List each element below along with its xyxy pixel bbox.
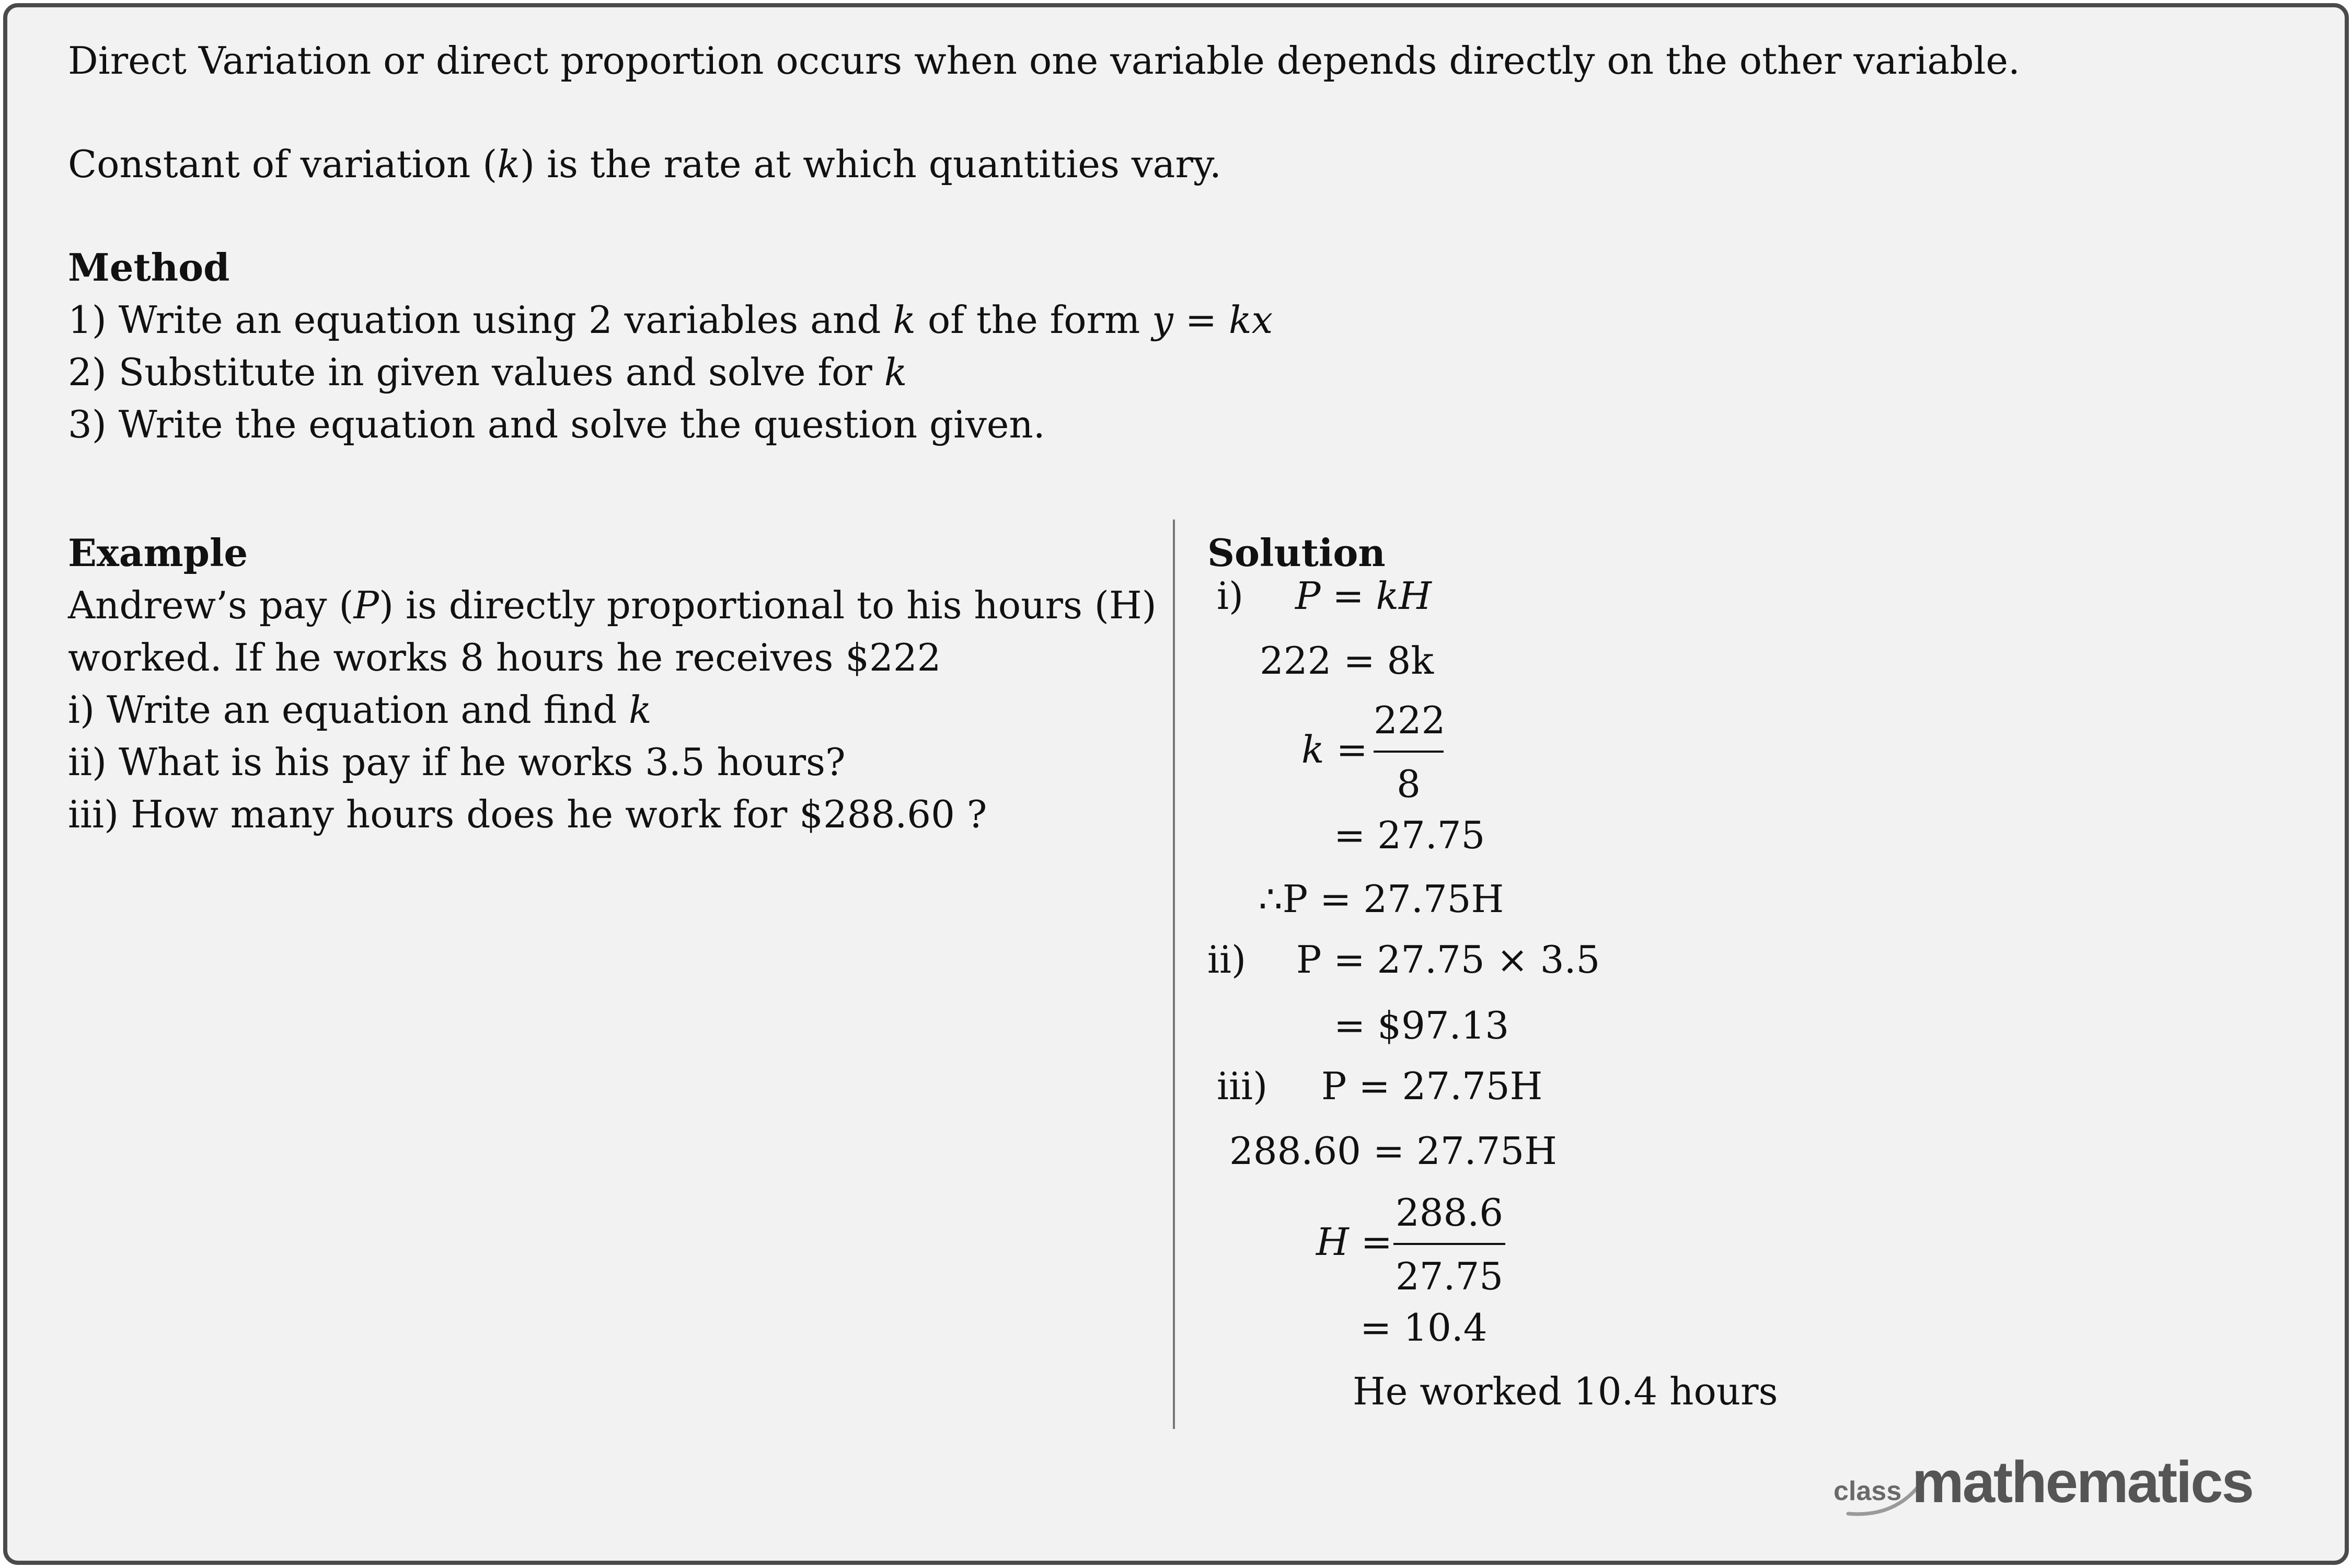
solution-heading: Solution bbox=[1207, 531, 1386, 575]
solution-k-fraction bbox=[1374, 698, 1446, 806]
method-heading: Method bbox=[68, 245, 230, 290]
solution-eq-p-equals-kh: P = kH bbox=[1295, 574, 1432, 618]
solution-k-value: = 27.75 bbox=[1334, 813, 1485, 857]
logo-class-text: class bbox=[1834, 1476, 1902, 1506]
example-question-1: i) Write an equation and find k bbox=[68, 688, 652, 732]
solution-h-denominator: 27.75 bbox=[1393, 1243, 1505, 1295]
example-question-3: iii) How many hours does he work for $288.60 ? bbox=[68, 792, 987, 836]
solution-pay-result: = $97.13 bbox=[1334, 1004, 1509, 1047]
example-line-1: Andrew’s pay (P) is directly proportional to his hours (H) bbox=[68, 583, 1157, 627]
solution-label-i: i) bbox=[1217, 574, 1244, 618]
logo-mathematics-text: mathematics bbox=[1912, 1455, 2253, 1515]
solution-label-ii: ii) bbox=[1207, 938, 1247, 982]
solution-label-iii: iii) bbox=[1217, 1064, 1268, 1108]
example-question-2: ii) What is his pay if he works 3.5 hours? bbox=[68, 740, 846, 784]
solution-k-numerator: 222 bbox=[1374, 698, 1446, 742]
method-step-3: 3) Write the equation and solve the question given. bbox=[68, 402, 1045, 446]
solution-k-denominator: 8 bbox=[1374, 751, 1444, 803]
solution-h-lhs: H = bbox=[1316, 1220, 1393, 1264]
solution-h-numerator: 288.6 bbox=[1395, 1191, 1504, 1235]
solution-therefore-equation: ∴P = 27.75H bbox=[1259, 877, 1504, 921]
solution-conclusion: He worked 10.4 hours bbox=[1353, 1369, 1778, 1413]
content-card bbox=[3, 3, 2349, 1565]
intro-definition: Direct Variation or direct proportion occurs when one variable depends directly on the other variable. bbox=[68, 39, 2020, 83]
classmathematics-logo bbox=[1834, 1455, 2288, 1518]
example-heading: Example bbox=[68, 531, 248, 575]
method-step-1: 1) Write an equation using 2 variables and k of the form y = kx bbox=[68, 298, 1273, 342]
solution-eq-p-27-75h: P = 27.75H bbox=[1321, 1064, 1543, 1108]
column-divider bbox=[1173, 520, 1175, 1429]
solution-k-lhs: k = bbox=[1301, 728, 1368, 771]
solution-h-fraction bbox=[1393, 1191, 1505, 1298]
solution-eq-222-equals-8k: 222 = 8k bbox=[1260, 639, 1434, 683]
solution-h-value: = 10.4 bbox=[1360, 1306, 1488, 1350]
method-step-2: 2) Substitute in given values and solve for k bbox=[68, 350, 907, 394]
solution-eq-288-equals: 288.60 = 27.75H bbox=[1229, 1129, 1557, 1173]
solution-eq-pay-calculation: P = 27.75 × 3.5 bbox=[1296, 938, 1600, 982]
intro-constant: Constant of variation (k) is the rate at which quantities vary. bbox=[68, 142, 1221, 186]
example-line-2: worked. If he works 8 hours he receives $222 bbox=[68, 636, 941, 679]
